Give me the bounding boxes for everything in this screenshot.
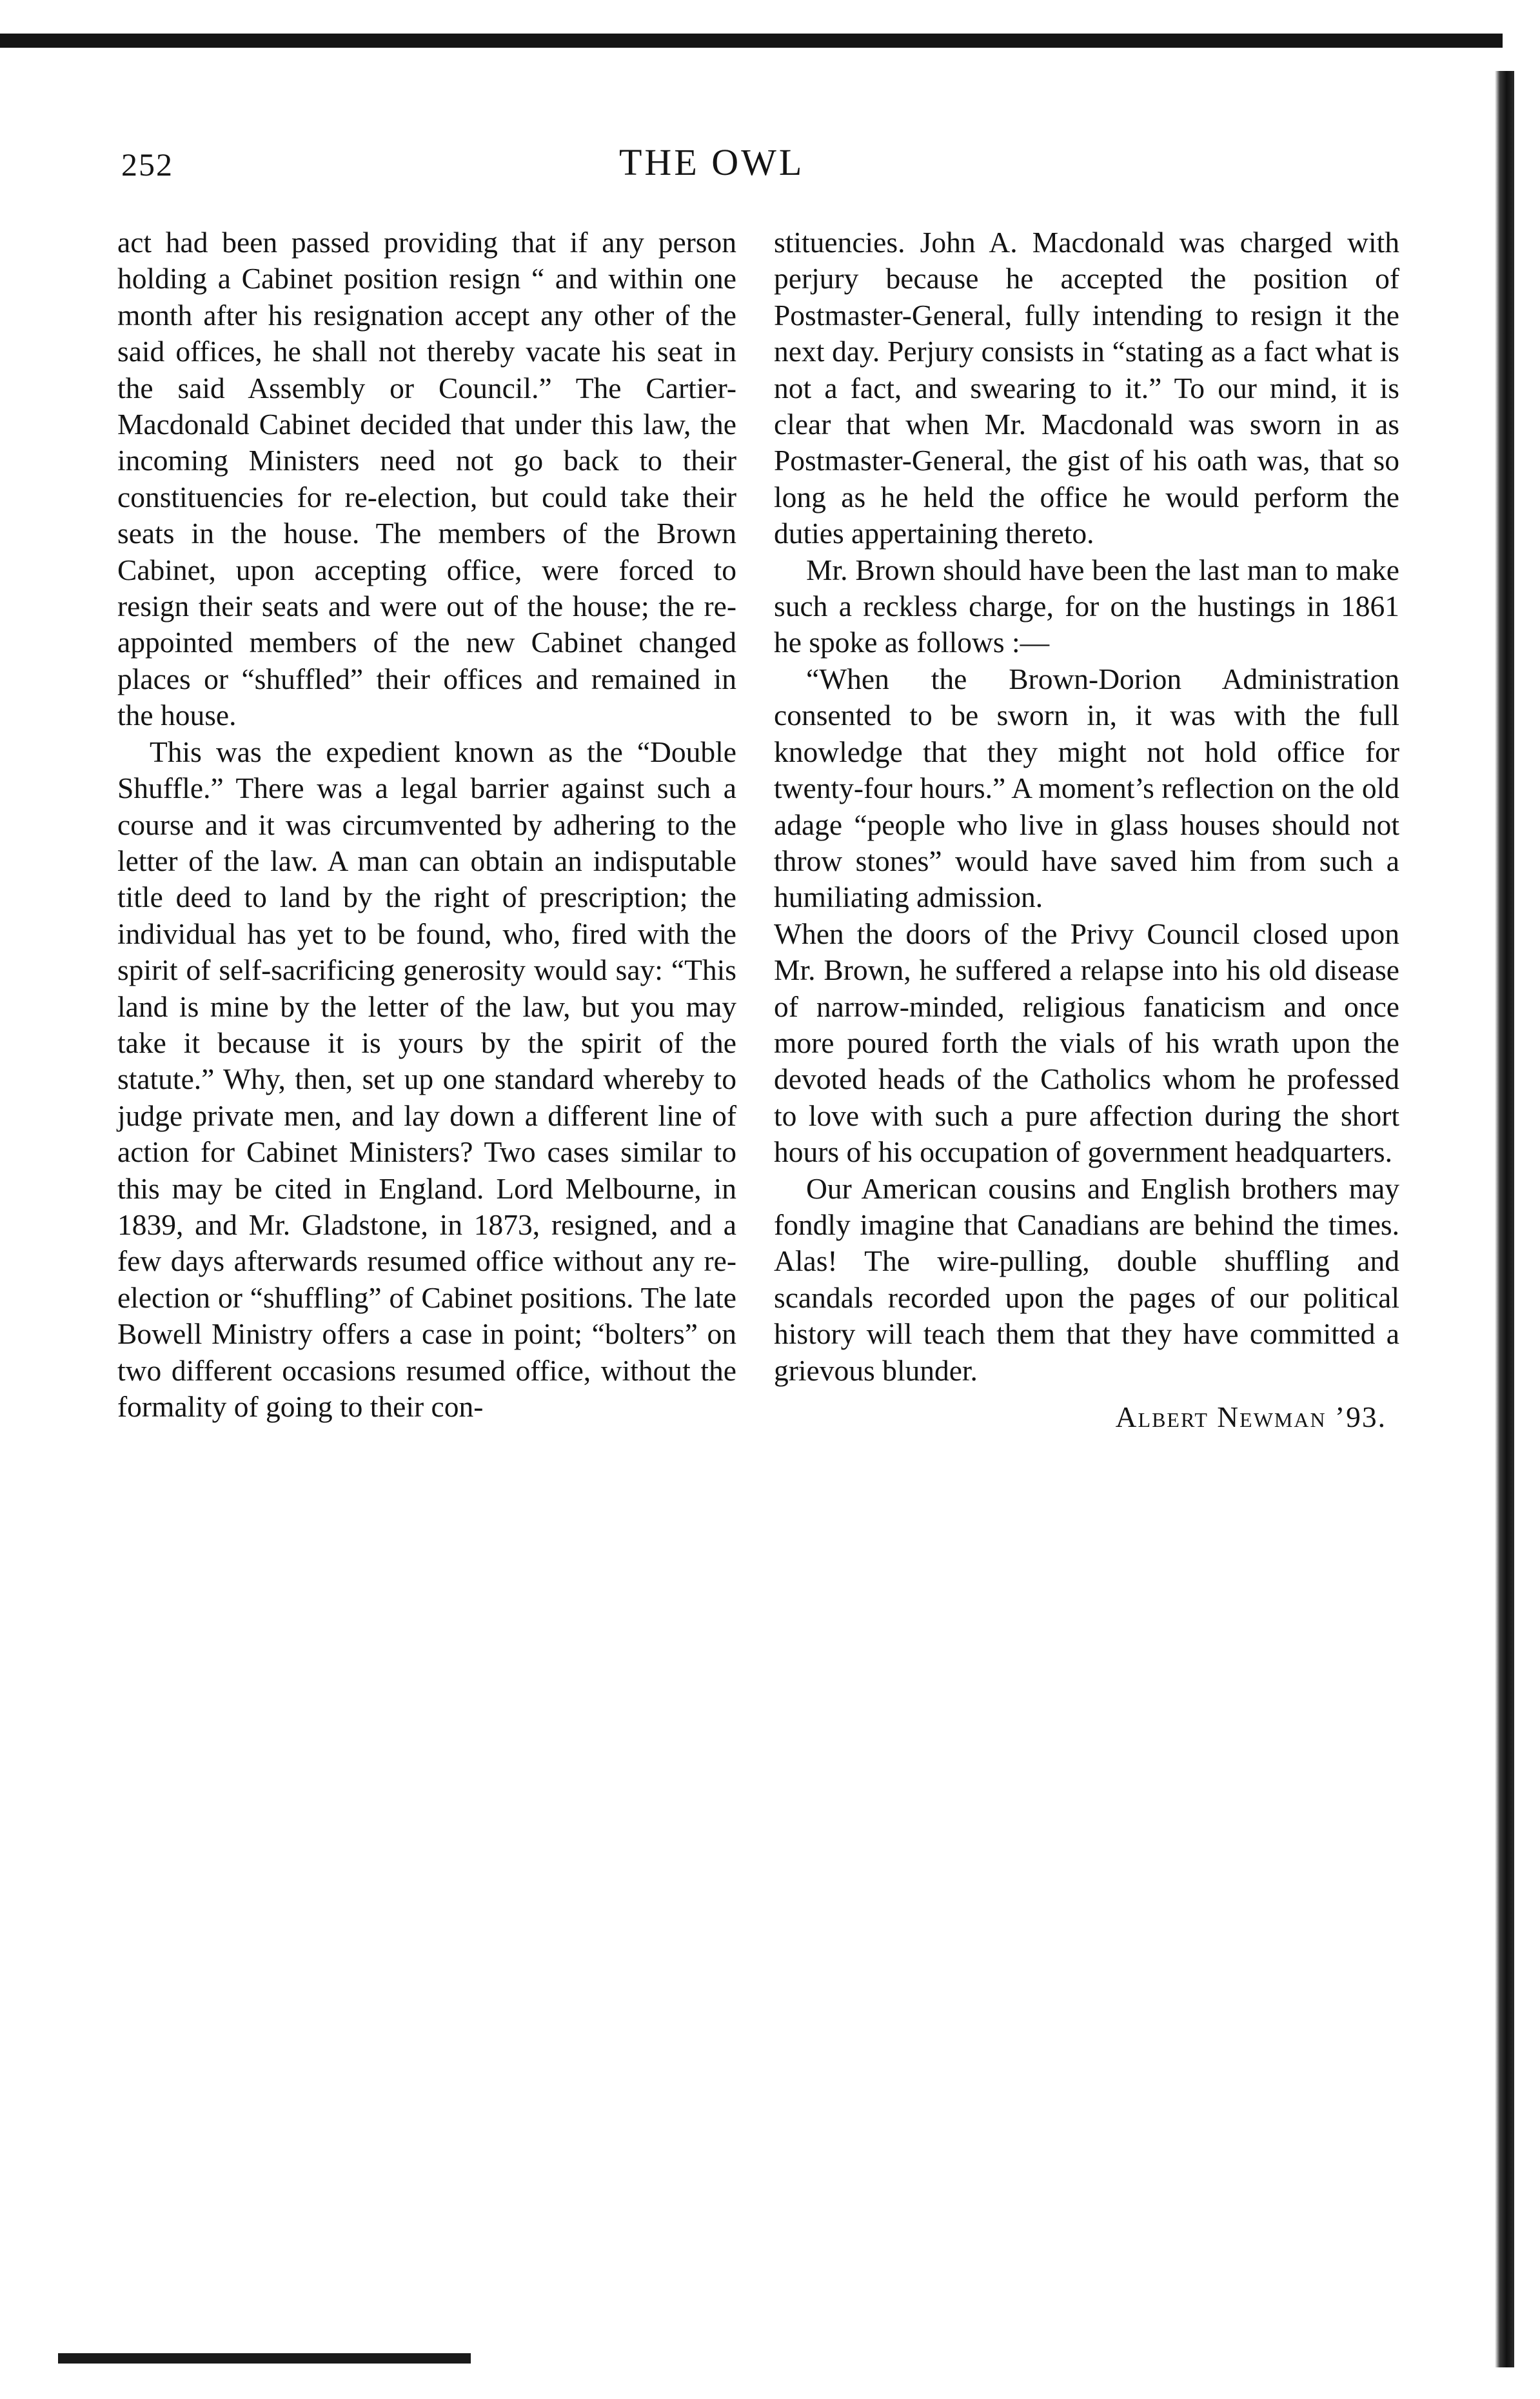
paragraph: stituencies. John A. Macdonald was charged with perjury because he accepted the position of Postmaster-General, fully intending to resign it the next day. Perjury consists in “stating as a fact what is not a fact, and swearing to it.” To our mind, it is clear that when Mr. Macdonald was sworn in as Postmaster-General, the gist of his oath was, that so long as he held the office he would perform the duties appertaining thereto. <box>774 226 1399 550</box>
top-rule <box>0 34 1503 48</box>
paragraph: When the doors of the Privy Council closed upon Mr. Brown, he suffered a relapse into his old disease of narrow-minded, religious fanaticism and once more poured forth the vials of his wrath upon the devoted heads of the Catholics whom he professed to love with such a pure affection during the short hours of his occupation of government headquarters. <box>774 917 1399 1169</box>
paragraph: This was the expedient known as the “Double Shuffle.” There was a legal barrier against such a course and it was circumvented by adhering to the letter of the law. A man can obtain an indisputable title deed to land by the right of prescription; the individual has yet to be found, who, fired with the spirit of self-sacrificing generosity would say: “This land is mine by the letter of the law, but you may take it because it is yours by the spirit of the statute.” Why, then, set up one standard whereby to judge private men, and lay down a different line of action for Cabinet Ministers? Two cases similar to this may be cited in England. Lord Melbourne, in 1839, and Mr. Gladstone, in 1873, resigned, and a few days afterwards resumed office without any re-election or “shuffling” of Cabinet positions. The late Bowell Ministry offers a case in point; “bolters” on two different occasions resumed office, without the formality of going to their con- <box>117 735 736 1423</box>
bottom-rule <box>58 2353 471 2364</box>
left-column <box>117 224 736 1425</box>
quotation-paragraph: “When the Brown-Dorion Administration consented to be sworn in, it was with the full knowledge that they might not hold office for twenty-four hours.” A moment’s reflection on the old adage “people who live in glass houses should not throw stones” would have saved him from such a humiliating admission. <box>774 662 1399 914</box>
paragraph: act had been passed providing that if any person holding a Cabinet position resign “ and within one month after his resignation accept any other of the said offices, he shall not thereby vacate his seat in the said Assembly or Council.” The Cartier-Macdonald Cabinet decided that under this law, the incoming Ministers need not go back to their constituencies for re-election, but could take their seats in the house. The members of the Brown Cabinet, upon accepting office, were forced to resign their seats and were out of the house; the re-appointed members of the new Cabinet changed places or “shuffled” their offices and remained in the house. <box>117 226 736 732</box>
right-column <box>774 224 1399 1435</box>
author-signature: Albert Newman ’93. <box>1115 1400 1387 1433</box>
page-edge-shadow <box>1495 71 1514 2367</box>
paragraph: Our American cousins and English brothers may fondly imagine that Canadians are behind the times. Alas! The wire-pulling, double shuffling and scandals recorded upon the pages of our political history will teach them that they have committed a grievous blunder. <box>774 1171 1399 1387</box>
paragraph: Mr. Brown should have been the last man to make such a reckless charge, for on the hustings in 1861 he spoke as follows :— <box>774 553 1399 659</box>
running-head: THE OWL <box>619 141 805 183</box>
page-number: 252 <box>121 146 173 183</box>
